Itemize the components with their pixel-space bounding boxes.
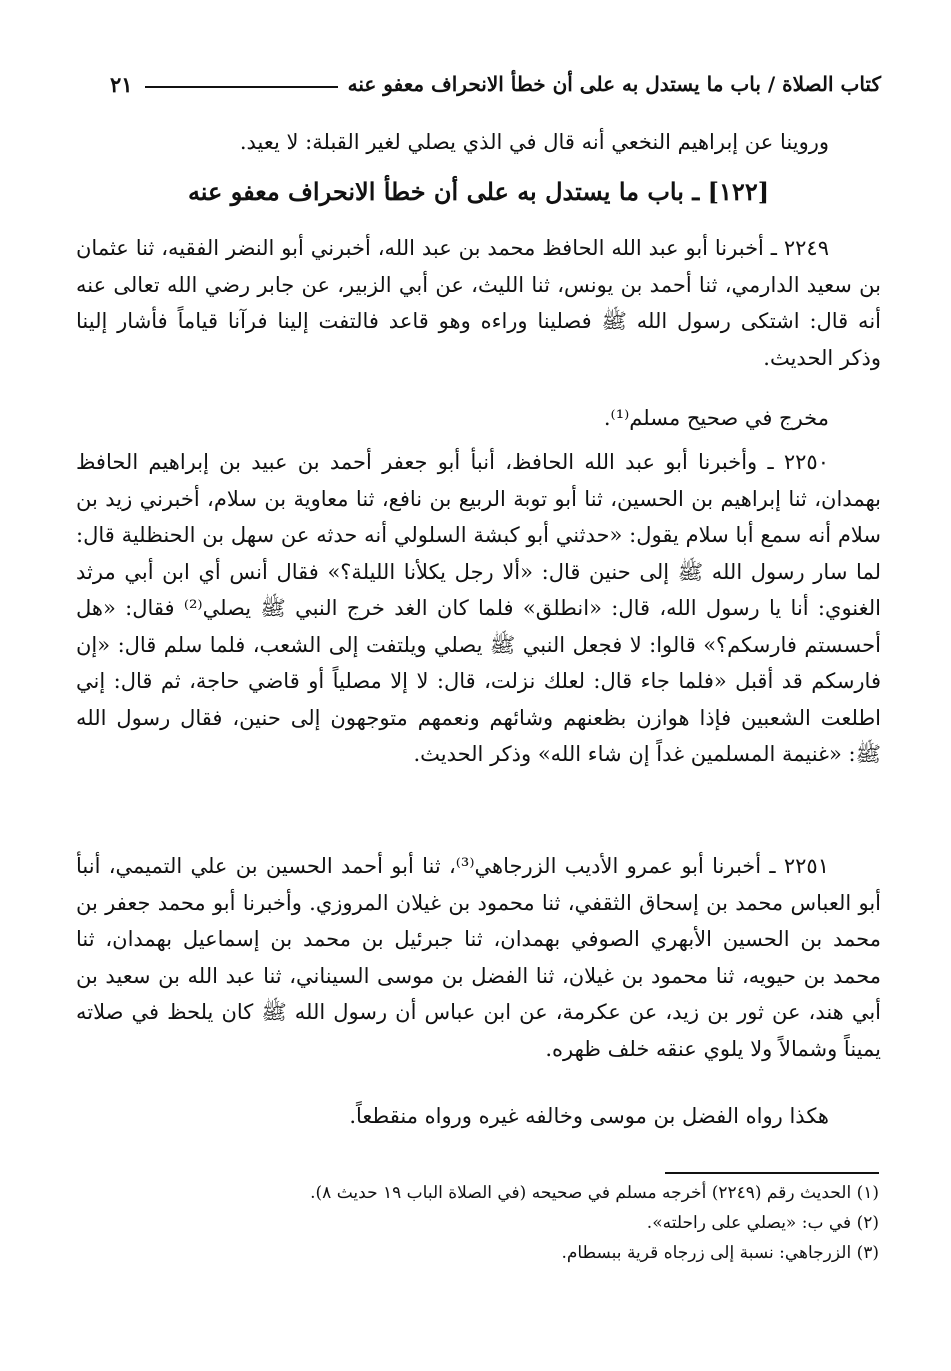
running-head-title: كتاب الصلاة / باب ما يستدل به على أن خطأ الانحراف معفو عنه: [347, 72, 881, 96]
hadith-2250-paragraph: ٢٢٥٠ ـ وأخبرنا أبو عبد الله الحافظ، أنبأ أبو جعفر أحمد بن عبيد بن إبراهيم الحافظ بهمدان، ثنا إبراهيم بن الحسين، ثنا أبو توبة الربيع بن نافع، ثنا معاوية بن سلام، أخبرني زيد بن سلام أنه سمع أبا سلام يقول: «حدثني أبو كبشة السلولي أنه حدثه عن سهل بن الحنظلية قال: لما سار رسول الله ﷺ إلى حنين قال: «ألا رجل يكلأنا الليلة؟» فقال أنس أي ابن أبي مرثد الغنوي: أنا يا رسول الله، قال: «انطلق» فلما كان الغد خرج النبي ﷺ يصلي⁽²⁾ فقال: «هل أحسستم فارسكم؟» قالوا: لا فجعل النبي ﷺ يصلي ويلتفت إلى الشعب، فلما سلم قال: «إن فارسكم قد أقبل «فلما جاء قال: لعلك نزلت، قال: لا إلا مصلياً أو قاضي حاجة، ثم قال: إني اطلعت الشعبين فإذا هوازن بظعنهم وشائهم ونعمهم متوجهون إلى حنين، فقال رسول الله ﷺ: «غنيمة المسلمين غداً إن شاء الله» وذكر الحديث.: [76, 450, 881, 766]
footnote-separator: [665, 1172, 879, 1174]
footnote-2: (٢) في ب: «يصلي على راحلته».: [646, 1213, 879, 1233]
running-head-rule: [145, 86, 338, 88]
page-number: ٢١: [110, 71, 133, 97]
hadith-2249-paragraph: ٢٢٤٩ ـ أخبرنا أبو عبد الله الحافظ محمد بن عبد الله، أخبرني أبو النضر الفقيه، ثنا عثمان بن سعيد الدارمي، ثنا أحمد بن يونس، ثنا الليث، عن أبي الزبير، عن جابر رضي الله تعالى عنه أنه قال: اشتكى رسول الله ﷺ فصلينا وراءه وهو قاعد فالتفت إلينا فرآنا قياماً فأشار إلينا وذكر الحديث.: [76, 236, 881, 370]
footnote-3: (٣) الزرجاهي: نسبة إلى زرجاه قرية ببسطام.: [561, 1243, 879, 1263]
closing-remark-paragraph: هكذا رواه الفضل بن موسى وخالفه غيره ورواه منقطعاً.: [349, 1104, 829, 1128]
hadith-2251-paragraph: ٢٢٥١ ـ أخبرنا أبو عمرو الأديب الزرجاهي⁽³⁾، ثنا أبو أحمد الحسين بن علي التميمي، أنبأ أبو العباس محمد بن إسحاق الثقفي، ثنا محمود بن غيلان المروزي. وأخبرنا أبو محمد جعفر بن محمد بن الحسين الأبهري الصوفي بهمدان، ثنا جبرئيل بن محمد بن إسماعيل بهمدان، ثنا محمد بن حيويه، ثنا محمود بن غيلان، ثنا الفضل بن موسى السيناني، ثنا عبد الله بن سعيد بن أبي هند، عن ثور بن زيد، عن عكرمة، عن ابن عباس أن رسول الله ﷺ كان يلحظ في صلاته يميناً وشمالاً ولا يلوي عنقه خلف ظهره.: [76, 854, 881, 1061]
lead-line: وروينا عن إبراهيم النخعي أنه قال في الذي يصلي لغير القبلة: لا يعيد.: [239, 130, 829, 154]
takhrij-note-paragraph: مخرج في صحيح مسلم⁽¹⁾.: [603, 406, 829, 430]
running-head: [110, 64, 881, 104]
footnote-1: (١) الحديث رقم (٢٢٤٩) أخرجه مسلم في صحيحه (في الصلاة الباب ١٩ حديث ٨).: [310, 1183, 879, 1203]
chapter-heading: [١٢٢] ـ باب ما يستدل به على أن خطأ الانحراف معفو عنه: [187, 177, 770, 206]
footnotes: [119, 1178, 879, 1268]
